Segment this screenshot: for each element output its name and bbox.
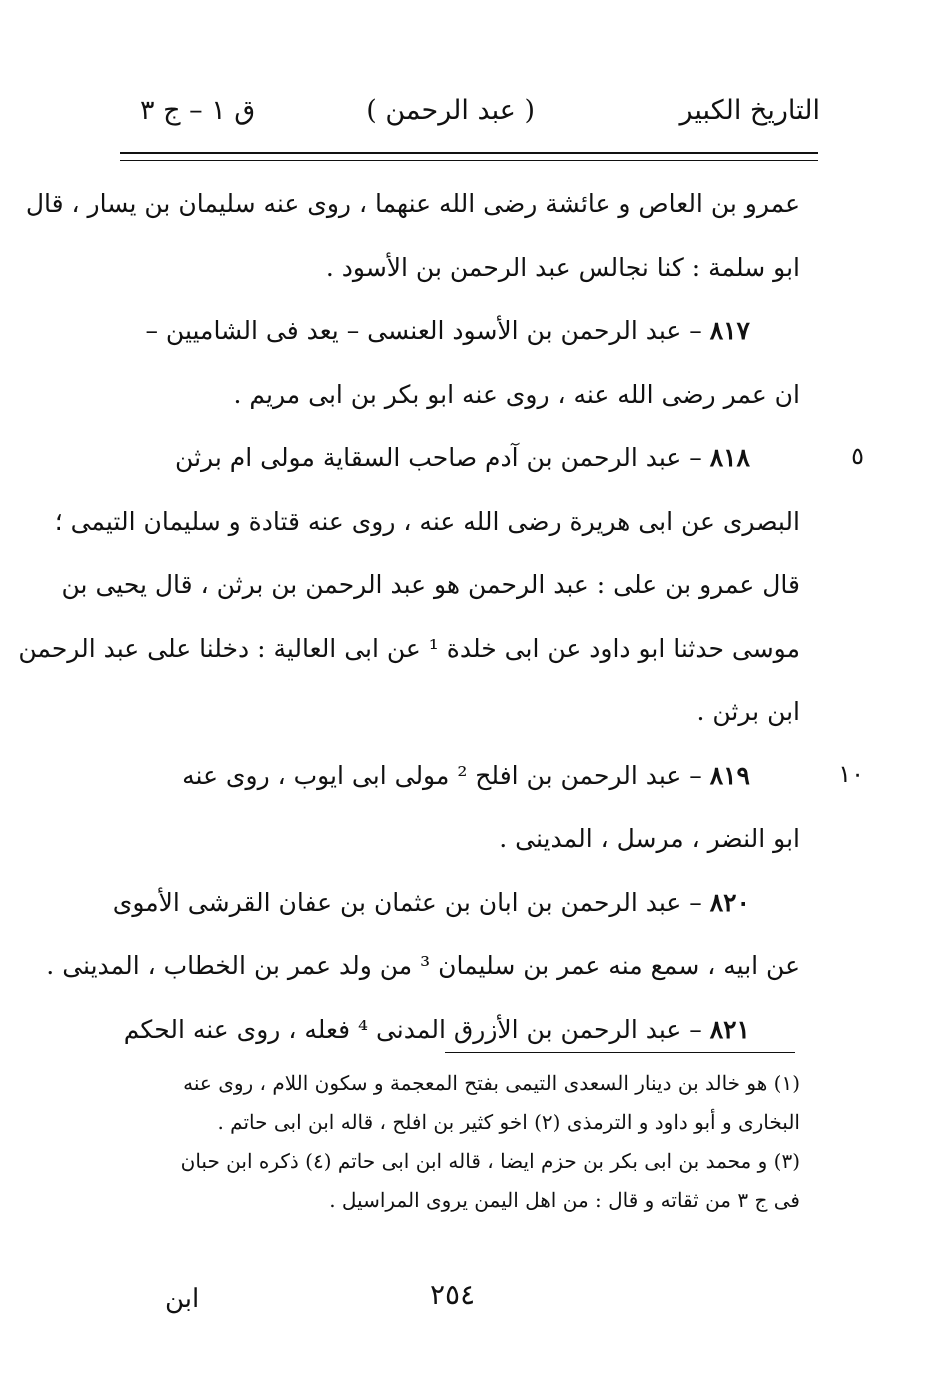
line-text: – عبد الرحمن بن ابان بن عثمان بن عفان القرشى الأموى bbox=[112, 887, 710, 917]
entry-line bbox=[140, 299, 800, 363]
text-line bbox=[54, 490, 800, 554]
volume-label: ق ١ – ج ٣ bbox=[140, 95, 256, 126]
line-text: عمرو بن العاص و عائشة رضى الله عنهما ، روى عنه سليمان بن يسار ، قال bbox=[25, 189, 800, 218]
line-text: ان عمر رضى الله عنه ، روى عنه ابو بكر بن ابى مريم . bbox=[233, 379, 800, 409]
footnote-line: البخارى و أبو داود و الترمذى (٢) اخو كثير بن افلح ، قاله ابن ابى حاتم . bbox=[217, 1110, 800, 1134]
margin-number: ٥ bbox=[851, 442, 864, 470]
footnote-rule bbox=[445, 1052, 795, 1053]
footnote-line: (٣) و محمد بن ابى بكر بن حزم ايضا ، قاله ابن ابى حاتم (٤) ذكره ابن حبان bbox=[180, 1149, 800, 1173]
running-header bbox=[140, 95, 820, 145]
book-title: التاريخ الكبير bbox=[679, 95, 820, 126]
text-line bbox=[140, 807, 800, 871]
header-rule-thick bbox=[120, 152, 818, 154]
text-line bbox=[46, 934, 800, 998]
margin-number: ١٠ bbox=[838, 759, 864, 788]
line-text: عن ابيه ، سمع منه عمر بن سليمان ³ من ولد عمر بن الخطاب ، المدينى . bbox=[46, 951, 800, 980]
entry-line bbox=[140, 744, 800, 808]
main-text bbox=[18, 172, 800, 1061]
line-text: البصرى عن ابى هريرة رضى الله عنه ، روى عنه قتادة و سليمان التيمى ؛ bbox=[54, 506, 800, 536]
line-text: ابن برثن . bbox=[696, 697, 800, 726]
section-title: ( عبد الرحمن ) bbox=[366, 95, 535, 126]
footnote-line: (١) هو خالد بن دينار السعدى التيمى بفتح المعجمة و سكون اللام ، روى عنه bbox=[183, 1071, 800, 1095]
line-text: – عبد الرحمن بن الأسود العنسى – يعد فى الشاميين – bbox=[145, 316, 710, 345]
footnotes bbox=[140, 1064, 800, 1220]
entry-number: ٨١٩ bbox=[709, 760, 750, 790]
line-text: موسى حدثنا ابو داود عن ابى خلدة ¹ عن ابى العالية : دخلنا على عبد الرحمن bbox=[18, 633, 800, 663]
page-number: ٢٥٤ bbox=[430, 1278, 476, 1311]
text-line bbox=[140, 363, 800, 427]
line-text: ابو سلمة : كنا نجالس عبد الرحمن بن الأسود . bbox=[325, 252, 800, 282]
entry-line bbox=[112, 871, 800, 935]
catchword: ابن bbox=[165, 1284, 200, 1314]
text-line bbox=[61, 553, 800, 617]
entry-number: ٨١٧ bbox=[709, 316, 750, 345]
text-line bbox=[25, 172, 800, 236]
line-text: ابو النضر ، مرسل ، المدينى . bbox=[499, 824, 800, 853]
entry-number: ٨٢٠ bbox=[709, 887, 750, 917]
line-text: – عبد الرحمن بن الأزرق المدنى ⁴ فعله ، روى عنه الحكم bbox=[123, 1014, 710, 1044]
line-text: – عبد الرحمن بن آدم صاحب السقاية مولى ام برثن bbox=[175, 443, 710, 472]
entry-number: ٨٢١ bbox=[709, 1014, 750, 1044]
text-line bbox=[140, 680, 800, 744]
footnote-line: فى ج ٣ من ثقاته و قال : من اهل اليمن يروى المراسيل . bbox=[329, 1188, 800, 1212]
header-rule-thin bbox=[120, 160, 818, 161]
entry-number: ٨١٨ bbox=[709, 443, 750, 472]
line-text: قال عمرو بن على : عبد الرحمن هو عبد الرحمن بن برثن ، قال يحيى بن bbox=[61, 570, 800, 599]
text-line bbox=[140, 236, 800, 300]
entry-line bbox=[140, 426, 800, 490]
line-text: – عبد الرحمن بن افلح ² مولى ابى ايوب ، روى عنه bbox=[182, 760, 710, 790]
text-line bbox=[18, 617, 800, 681]
